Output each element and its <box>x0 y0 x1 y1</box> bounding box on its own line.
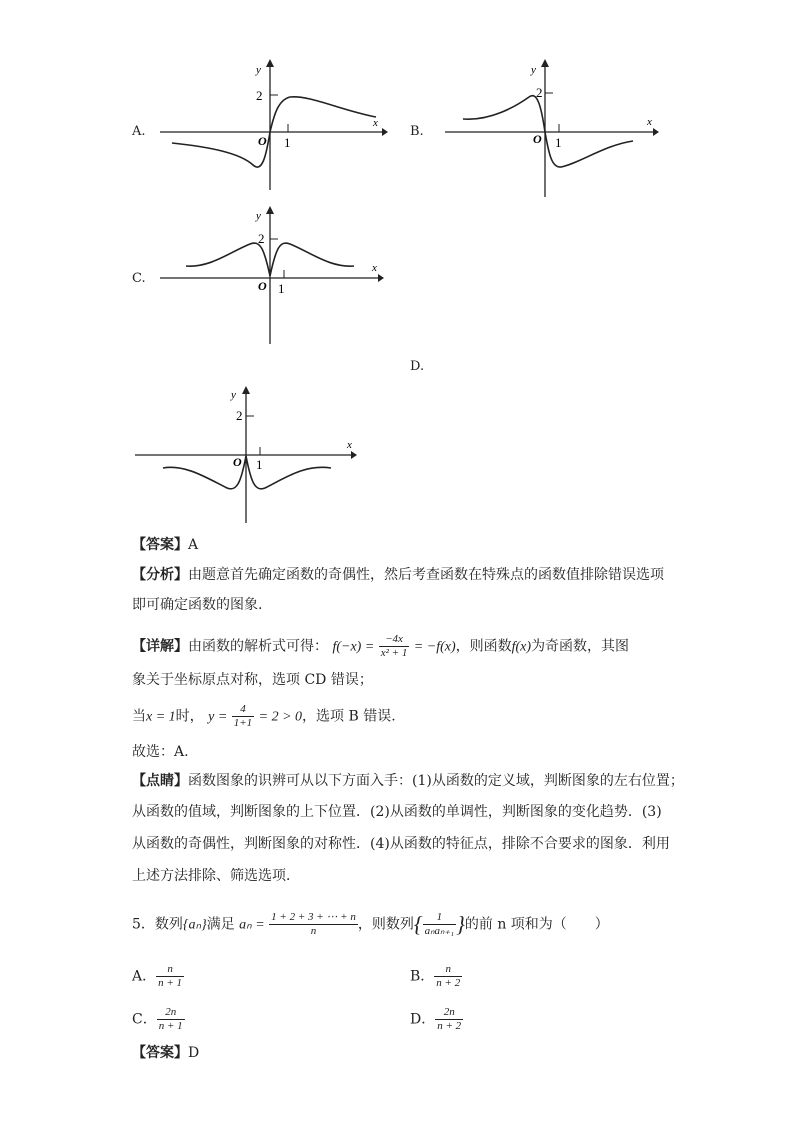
detail-fraction-2 <box>232 703 254 730</box>
graph-d-x-label: x <box>347 439 352 451</box>
q5-option-d-label: D． <box>410 1011 436 1028</box>
tip-text-4: 上述方法排除、筛选选项． <box>132 868 300 884</box>
graph-b-origin: O <box>533 132 542 146</box>
q5-option-a[interactable] <box>132 963 184 990</box>
q4-detail-line-3 <box>132 703 396 730</box>
detail-text-1c: 为奇函数，其图 <box>531 638 630 655</box>
q4-answer-line <box>132 535 198 555</box>
q5-an-num: 1 + 2 + 3 + ⋯ + n <box>271 911 356 923</box>
q5-answer-tag: 【答案】 <box>132 1045 188 1061</box>
q4-tip-line-1 <box>132 771 684 791</box>
q5-answer-line <box>132 1043 199 1063</box>
q5-option-b[interactable] <box>410 963 462 990</box>
graph-a <box>150 55 390 195</box>
detail-x: x = 1 <box>146 709 176 725</box>
tip-text-2: 从函数的值域，判断图象的上下位置．(2)从函数的单调性，判断图象的变化趋势．(3) <box>132 804 662 820</box>
q5-option-a-label: A． <box>132 968 157 985</box>
graph-c <box>150 202 390 347</box>
q5-option-d-num: 2n <box>435 1006 463 1020</box>
q5-number: 5．数列 <box>132 916 183 933</box>
q5-option-c-label: C． <box>132 1011 157 1028</box>
detail-frac2-num: 4 <box>232 703 254 717</box>
graph-c-y-label: y <box>256 210 261 222</box>
graph-c-origin: O <box>258 279 267 293</box>
q5-option-a-fraction <box>156 963 184 990</box>
q5-option-a-num: n <box>156 963 184 977</box>
q5-option-b-label: B． <box>410 968 435 985</box>
q5-an-fraction <box>269 911 358 938</box>
detail-text-3b: 时， <box>175 708 204 725</box>
graph-a-x-label: x <box>373 117 378 129</box>
detail-text-3c: ，选项 B 错误. <box>302 708 396 725</box>
q5-option-c[interactable] <box>132 1006 185 1033</box>
q5-answer-value: D <box>188 1045 200 1061</box>
graph-a-y-label: y <box>256 64 261 76</box>
q5-an-den: n <box>310 925 317 937</box>
q5-option-c-den: n + 1 <box>158 1020 183 1032</box>
graph-d <box>125 378 365 528</box>
q5-option-d[interactable] <box>410 1006 463 1033</box>
tip-text-1: 函数图象的识辨可从以下方面入手：(1)从函数的定义域，判断图象的左右位置； <box>188 773 684 789</box>
q5-rec-den: aₙaₙ₊₁ <box>424 925 455 937</box>
detail-text-2: 象关于坐标原点对称，选项 CD 错误； <box>132 672 373 688</box>
q5-cond: 满足 <box>206 916 235 933</box>
option-b-label: B. <box>410 124 424 139</box>
graph-a-origin: O <box>258 134 267 148</box>
q5-option-b-num: n <box>434 963 462 977</box>
analysis-tag: 【分析】 <box>132 567 188 583</box>
analysis-text-1: 由题意首先确定函数的奇偶性，然后考查函数在特殊点的函数值排除错误选项 <box>188 567 664 583</box>
graph-c-tick-2: 2 <box>258 231 265 246</box>
detail-rhs-2: = 2 > 0 <box>258 709 303 725</box>
detail-frac-num: −4x <box>379 633 410 647</box>
graph-d-tick-2: 2 <box>236 408 243 423</box>
q5-option-b-den: n + 2 <box>436 977 461 989</box>
answer-tag: 【答案】 <box>132 537 188 553</box>
q5-seq: {aₙ} <box>182 917 207 933</box>
graph-c-tick-1: 1 <box>278 281 285 296</box>
q5-option-d-den: n + 2 <box>437 1020 462 1032</box>
q4-analysis-line-1 <box>132 565 664 585</box>
q5-option-b-fraction <box>434 963 462 990</box>
tip-tag: 【点睛】 <box>132 773 188 789</box>
q5-rec-fraction <box>423 911 456 938</box>
q5-option-c-fraction <box>157 1006 185 1033</box>
detail-y: y = <box>208 709 228 725</box>
graph-b-tick-1: 1 <box>555 135 562 150</box>
detail-tag: 【详解】 <box>132 638 188 655</box>
q5-option-a-den: n + 1 <box>158 977 183 989</box>
analysis-text-2: 即可确定函数的图象. <box>132 597 263 613</box>
graph-d-tick-1: 1 <box>256 457 263 472</box>
detail-frac-den: x² + 1 <box>380 647 408 659</box>
q5-then: ，则数列 <box>357 916 414 933</box>
q5-stem: 5．数列{aₙ}满足 aₙ = $\frac{1 + 2 + 3 + \cdots + n}{n}$ ，则数列{ $\frac{1}{\text{aₙaₙ₊₁}}$ }的前 n 项和为（ ） <box>132 911 609 937</box>
detail-fraction <box>379 633 410 660</box>
detail-text-1b: ，则函数 <box>455 638 512 655</box>
option-c-label: C. <box>132 271 146 286</box>
detail-fx: f(−x) = <box>332 639 375 655</box>
choose-line: 故选：A. <box>132 744 189 760</box>
q5-rec-num: 1 <box>423 911 456 925</box>
graph-a-tick-2: 2 <box>256 88 263 103</box>
option-a-label: A. <box>132 124 146 139</box>
tip-text-3: 从函数的奇偶性，判断图象的对称性．(4)从函数的特征点，排除不合要求的图象．利用 <box>132 836 670 852</box>
graph-d-y-label: y <box>231 389 236 401</box>
detail-frac2-den: 1+1 <box>233 717 253 729</box>
graph-c-x-label: x <box>372 262 377 274</box>
graph-b-tick-2: 2 <box>536 85 543 100</box>
q5-an: aₙ = <box>239 917 265 933</box>
detail-rhs: = −f(x) <box>413 639 456 655</box>
graph-b <box>435 55 665 200</box>
q4-detail-line-1 <box>132 633 629 660</box>
graph-b-x-label: x <box>647 116 652 128</box>
detail-text-3a: 当 <box>132 708 146 725</box>
detail-f: f(x) <box>511 639 532 655</box>
graph-b-y-label: y <box>531 64 536 76</box>
graph-a-tick-1: 1 <box>284 135 291 150</box>
detail-text-1a: 由函数的解析式可得： <box>188 638 328 655</box>
answer-value: A <box>188 537 199 553</box>
q5-option-c-num: 2n <box>157 1006 185 1020</box>
q5-option-d-fraction <box>435 1006 463 1033</box>
graph-d-origin: O <box>233 455 242 469</box>
option-d-label: D. <box>410 359 425 374</box>
q5-tail: 的前 n 项和为（ ） <box>464 916 609 933</box>
